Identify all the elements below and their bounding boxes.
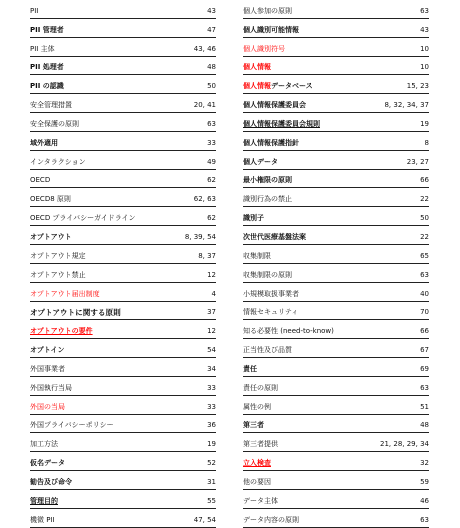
index-term: インタラクション xyxy=(30,157,86,166)
index-pages: 22 xyxy=(420,232,429,241)
index-entry xyxy=(30,113,216,132)
index-pages: 46 xyxy=(420,496,429,505)
index-pages: 32 xyxy=(420,459,429,468)
index-term: 識別行為の禁止 xyxy=(243,195,292,204)
index-term: 小規模取扱事業者 xyxy=(243,289,299,298)
index-entry xyxy=(243,509,429,528)
index-entry xyxy=(30,245,216,264)
index-pages: 12 xyxy=(207,327,216,336)
index-term: 収集制限 xyxy=(243,251,271,260)
index-pages: 8, 39, 54 xyxy=(184,232,216,241)
index-entry xyxy=(243,452,429,471)
index-entry xyxy=(243,358,429,377)
index-entry xyxy=(30,509,216,528)
index-entry xyxy=(30,170,216,189)
index-term: 収集制限の原則 xyxy=(243,270,292,279)
index-entry xyxy=(243,207,429,226)
index-pages: 43 xyxy=(420,25,429,34)
index-term: 責任 xyxy=(243,364,257,373)
index-pages: 50 xyxy=(207,82,216,91)
index-pages: 48 xyxy=(420,421,429,430)
index-pages: 19 xyxy=(420,119,429,128)
index-entry xyxy=(243,38,429,57)
index-term: 個人情報保護委員会 xyxy=(243,101,306,110)
index-term: 属性の例 xyxy=(243,402,271,411)
index-pages: 33 xyxy=(207,383,216,392)
index-entry xyxy=(243,170,429,189)
index-term: 外国執行当局 xyxy=(30,383,72,392)
index-pages: 23, 27 xyxy=(406,157,429,166)
index-entry xyxy=(243,377,429,396)
index-term: PII 管理者 xyxy=(30,25,64,34)
index-pages: 48 xyxy=(207,63,216,72)
index-pages: 62, 63 xyxy=(193,195,216,204)
index-pages: 63 xyxy=(420,515,429,524)
index-pages: 55 xyxy=(207,496,216,505)
index-pages: 43 xyxy=(207,6,216,15)
index-term: 安全管理措置 xyxy=(30,101,72,110)
index-term: オプトイン xyxy=(30,346,65,355)
index-term: 個人識別符号 xyxy=(243,44,285,53)
index-term: 責任の原則 xyxy=(243,383,278,392)
index-pages: 40 xyxy=(420,289,429,298)
index-entry xyxy=(243,94,429,113)
index-pages: 8, 32, 34, 37 xyxy=(384,101,429,110)
index-term: OECD プライバシーガイドライン xyxy=(30,214,136,223)
index-entry xyxy=(30,188,216,207)
index-entry xyxy=(243,283,429,302)
index-entry xyxy=(30,490,216,509)
index-pages: 10 xyxy=(420,63,429,72)
index-term-highlight: 個人情報 xyxy=(243,82,271,91)
index-term: PII の認識 xyxy=(30,82,64,91)
index-entry xyxy=(30,433,216,452)
index-term: 加工方法 xyxy=(30,440,58,449)
index-entry xyxy=(243,75,429,94)
index-term: オプトアウト xyxy=(30,232,72,241)
index-entry xyxy=(243,433,429,452)
index-term: 第三者 xyxy=(243,421,264,430)
index-entry xyxy=(30,339,216,358)
index-entry xyxy=(30,57,216,76)
index-entry xyxy=(30,320,216,339)
index-pages: 22 xyxy=(420,195,429,204)
index-entry xyxy=(30,75,216,94)
index-term: 正当性及び品質 xyxy=(243,346,292,355)
index-entry xyxy=(30,396,216,415)
index-term: オプトアウトの要件 xyxy=(30,327,93,336)
index-entry xyxy=(243,471,429,490)
index-entry xyxy=(30,302,216,321)
index-entry xyxy=(243,396,429,415)
index-term: 次世代医療基盤法案 xyxy=(243,232,306,241)
index-term: 最小権限の原則 xyxy=(243,176,292,185)
index-term: 他の要因 xyxy=(243,477,271,486)
index-pages: 63 xyxy=(420,383,429,392)
index-entry xyxy=(243,57,429,76)
index-pages: 37 xyxy=(207,308,216,317)
index-entry xyxy=(243,490,429,509)
index-pages: 21, 28, 29, 34 xyxy=(380,440,429,449)
index-pages: 63 xyxy=(207,119,216,128)
index-entry xyxy=(243,188,429,207)
index-term: PII xyxy=(30,6,39,15)
index-entry xyxy=(243,415,429,434)
index-term: 外国の当局 xyxy=(30,402,65,411)
index-pages: 62 xyxy=(207,176,216,185)
index-entry xyxy=(30,0,216,19)
index-pages: 43, 46 xyxy=(193,44,216,53)
index-pages: 49 xyxy=(207,157,216,166)
index-entry xyxy=(243,302,429,321)
index-term: 管理目的 xyxy=(30,496,58,505)
index-entry xyxy=(30,19,216,38)
index-term: 個人情報 xyxy=(243,63,271,72)
index-term: 立入検査 xyxy=(243,459,271,468)
index-term: 個人情報保護委員会規則 xyxy=(243,119,320,128)
index-term: オプトアウト届出制度 xyxy=(30,289,100,298)
index-pages: 63 xyxy=(420,6,429,15)
index-pages: 33 xyxy=(207,402,216,411)
index-pages: 8 xyxy=(424,138,429,147)
index-entry xyxy=(30,377,216,396)
index-pages: 4 xyxy=(211,289,216,298)
index-term: 個人識別可能情報 xyxy=(243,25,299,34)
index-term: 個人情報保護指針 xyxy=(243,138,299,147)
index-term: 域外適用 xyxy=(30,138,58,147)
index-pages: 10 xyxy=(420,44,429,53)
index-term: 情報セキュリティ xyxy=(243,308,299,317)
index-pages: 66 xyxy=(420,327,429,336)
index-pages: 65 xyxy=(420,251,429,260)
index-term xyxy=(243,83,315,90)
index-pages: 31 xyxy=(207,477,216,486)
index-pages: 51 xyxy=(420,402,429,411)
index-entry xyxy=(30,94,216,113)
index-entry xyxy=(243,151,429,170)
index-left-column xyxy=(30,0,216,528)
index-entry xyxy=(30,452,216,471)
index-entry xyxy=(243,226,429,245)
index-pages: 59 xyxy=(420,477,429,486)
index-term: OECD xyxy=(30,176,51,185)
index-pages: 54 xyxy=(207,346,216,355)
index-pages: 63 xyxy=(420,270,429,279)
index-entry xyxy=(243,264,429,283)
index-entry xyxy=(30,38,216,57)
index-pages: 33 xyxy=(207,138,216,147)
index-entry xyxy=(243,339,429,358)
index-term: 個人データ xyxy=(243,157,278,166)
index-entry xyxy=(30,151,216,170)
index-term: OECD8 原則 xyxy=(30,195,71,204)
index-entry xyxy=(30,226,216,245)
index-entry xyxy=(243,245,429,264)
index-term: 勧告及び命令 xyxy=(30,477,72,486)
index-term: 安全保護の原則 xyxy=(30,119,79,128)
index-term: データ主体 xyxy=(243,496,278,505)
index-term: 個人参加の原則 xyxy=(243,6,292,15)
index-pages: 19 xyxy=(207,440,216,449)
index-right-column xyxy=(243,0,429,528)
index-entry xyxy=(30,264,216,283)
index-term: 仮名データ xyxy=(30,459,65,468)
index-pages: 62 xyxy=(207,214,216,223)
index-pages: 52 xyxy=(207,459,216,468)
index-pages: 12 xyxy=(207,270,216,279)
index-entry xyxy=(30,283,216,302)
index-term: オプトアウト規定 xyxy=(30,251,86,260)
index-pages: 36 xyxy=(207,421,216,430)
index-pages: 47, 54 xyxy=(193,515,216,524)
index-pages: 15, 23 xyxy=(406,82,429,91)
index-term: 機微 PII xyxy=(30,515,55,524)
index-entry xyxy=(30,207,216,226)
index-term: オプトアウト禁止 xyxy=(30,270,86,279)
index-pages: 47 xyxy=(207,25,216,34)
index-term: データ内容の原則 xyxy=(243,515,299,524)
index-pages: 20, 41 xyxy=(193,101,216,110)
index-pages: 69 xyxy=(420,364,429,373)
index-term: 外国事業者 xyxy=(30,364,65,373)
index-term: 知る必要性 (need-to-know) xyxy=(243,327,334,336)
index-term: オプトアウトに関する原則 xyxy=(30,308,121,318)
index-term-rest: データベース xyxy=(271,82,313,91)
index-term: 外国プライバシーポリシー xyxy=(30,421,114,430)
index-term: PII 主体 xyxy=(30,44,55,53)
index-pages: 8, 37 xyxy=(198,251,216,260)
index-term: PII 処理者 xyxy=(30,63,64,72)
index-entry xyxy=(30,358,216,377)
index-pages: 70 xyxy=(420,308,429,317)
index-entry xyxy=(30,132,216,151)
index-entry xyxy=(243,132,429,151)
index-entry xyxy=(30,471,216,490)
index-entry xyxy=(243,0,429,19)
index-entry xyxy=(243,113,429,132)
index-entry xyxy=(243,19,429,38)
index-pages: 34 xyxy=(207,364,216,373)
index-entry xyxy=(30,415,216,434)
index-term: 第三者提供 xyxy=(243,440,278,449)
index-pages: 67 xyxy=(420,346,429,355)
index-pages: 66 xyxy=(420,176,429,185)
index-pages: 50 xyxy=(420,214,429,223)
index-entry xyxy=(243,320,429,339)
index-term: 識別子 xyxy=(243,214,264,223)
